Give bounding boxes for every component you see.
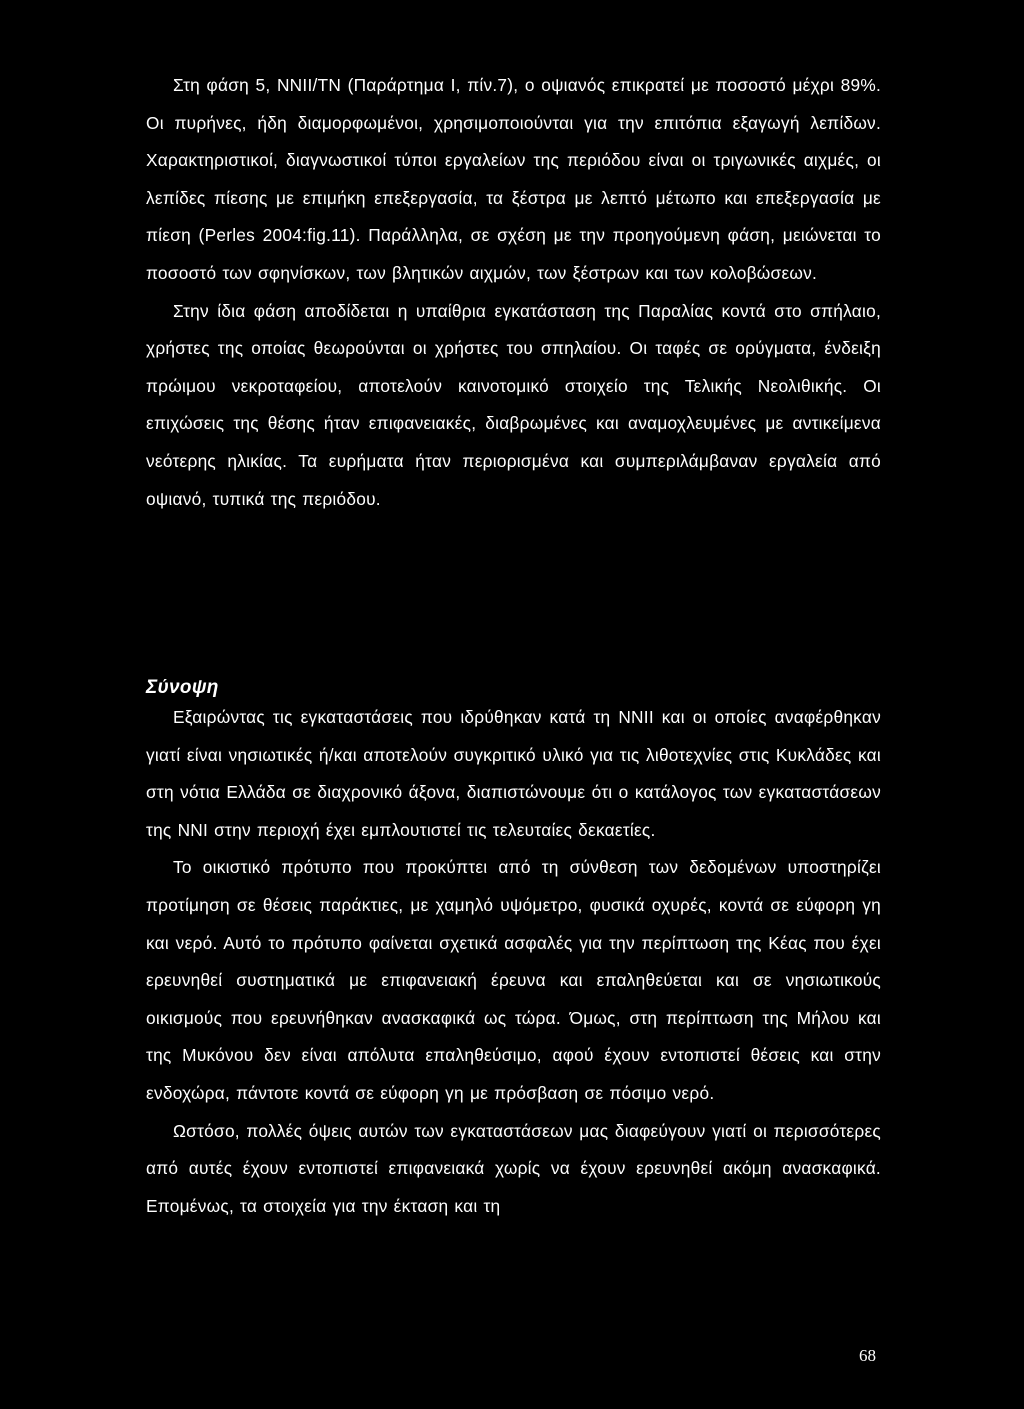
paragraph-paralia-site: Στην ίδια φάση αποδίδεται η υπαίθρια εγκατάσταση της Παραλίας κοντά στο σπήλαιο, χρήστες της οποίας θεωρούνται οι χρήστες του σπηλαίου. Οι ταφές σε ορύγματα, ένδειξη πρώιμου νεκροταφείου, αποτελούν καινοτομικό στοιχείο της Τελικής Νεολιθικής. Οι επιχώσεις της θέσης ήταν επιφανειακές, διαβρωμένες και αναμοχλευμένες με αντικείμενα νεότερης ηλικίας. Τα ευρήματα ήταν περιορισμένα και συμπεριλάμβαναν εργαλεία από οψιανό, τυπικά της περιόδου. [146, 300, 881, 509]
paragraph-summary-2: Το οικιστικό πρότυπο που προκύπτει από τη σύνθεση των δεδομένων υποστηρίζει προτίμηση σε θέσεις παράκτιες, με χαμηλό υψόμετρο, φυσικά οχυρές, κοντά σε εύφορη γη και νερό. Αυτό το πρότυπο φαίνεται σχετικά ασφαλές για την περίπτωση της Κέας που έχει ερευνηθεί συστηματικά με επιφανειακή έρευνα και επαληθεύεται και σε νησιωτικούς οικισμούς που ερευνήθηκαν ανασκαφικά ως τώρα. Όμως, στη περίπτωση της Μήλου και της Μυκόνου δεν είναι απόλυτα επαληθεύσιμο, αφού έχουν εντοπιστεί θέσεις και στην ενδοχώρα, πάντοτε κοντά σε εύφορη γη με πρόσβαση σε πόσιμο νερό. [146, 857, 881, 1103]
body-text-top [146, 67, 881, 518]
paragraph-phase-5: Στη φάση 5, ΝΝΙΙ/ΤΝ (Παράρτημα Ι, πίν.7), ο οψιανός επικρατεί με ποσοστό μέχρι 89%. Οι πυρήνες, ήδη διαμορφωμένοι, χρησιμοποιούνται για την επιτόπια εξαγωγή λεπίδων. Χαρακτηριστικοί, διαγνωστικοί τύποι εργαλείων της περιόδου είναι οι τριγωνικές αιχμές, οι λεπίδες πίεσης με επιμήκη επεξεργασία, τα ξέστρα με λεπτό μέτωπο και επεξεργασία με πίεση (Perles 2004:fig.11). Παράλληλα, σε σχέση με την προηγούμενη φάση, μειώνεται το ποσοστό των σφηνίσκων, των βλητικών αιχμών, των ξέστρων και των κολοβώσεων. [146, 75, 881, 283]
section-heading: Σύνοψη [146, 677, 219, 698]
paragraph-summary-1: Εξαιρώντας τις εγκαταστάσεις που ιδρύθηκαν κατά τη ΝΝΙΙ και οι οποίες αναφέρθηκαν γιατί είναι νησιωτικές ή/και αποτελούν συγκριτικό υλικό για τις λιθοτεχνίες στις Κυκλάδες και στη νότια Ελλάδα σε διαχρονικό άξονα, διαπιστώνουμε ότι ο κατάλογος των εγκαταστάσεων της ΝΝΙ στην περιοχή έχει εμπλουτιστεί τις τελευταίες δεκαετίες. [146, 707, 881, 840]
paragraph-summary-3: Ωστόσο, πολλές όψεις αυτών των εγκαταστάσεων μας διαφεύγουν γιατί οι περισσότερες από αυτές έχουν εντοπιστεί επιφανειακά χωρίς να έχουν ερευνηθεί ακόμη ανασκαφικά. Επομένως, τα στοιχεία για την έκταση και τη [146, 1120, 881, 1216]
page-number: 68 [859, 1346, 876, 1365]
body-text-summary [146, 699, 881, 1225]
